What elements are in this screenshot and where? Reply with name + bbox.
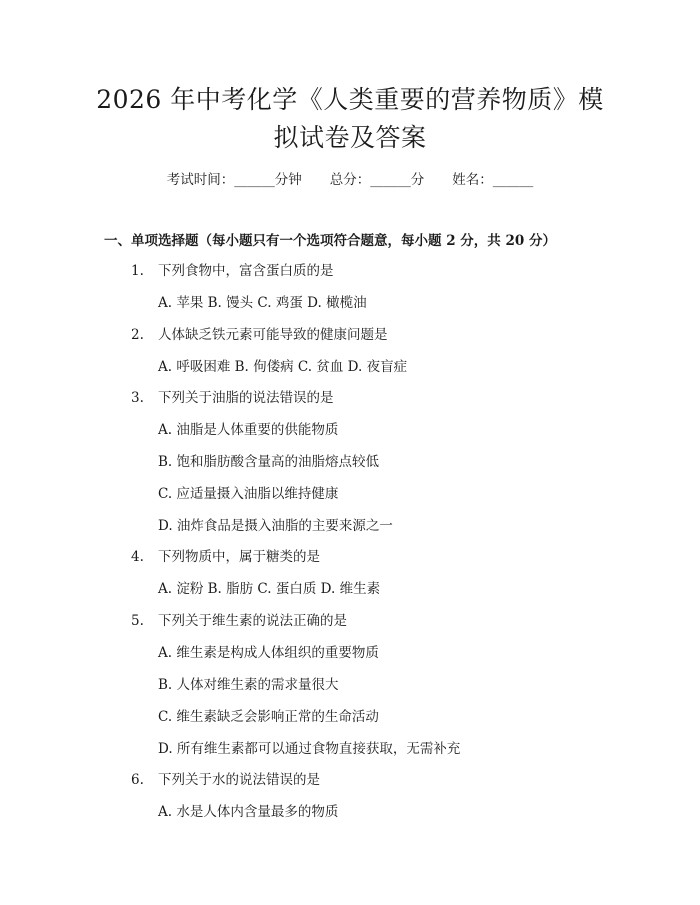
question-options: A. 苹果 B. 馒头 C. 鸡蛋 D. 橄榄油 — [158, 295, 367, 311]
question-options: A. 淀粉 B. 脂肪 C. 蛋白质 D. 维生素 — [158, 581, 381, 597]
question-number: 5. — [131, 613, 144, 629]
question-option-a: A. 油脂是人体重要的供能物质 — [158, 422, 339, 438]
question-option-b: B. 饱和脂肪酸含量高的油脂熔点较低 — [158, 454, 380, 470]
question-number: 4. — [131, 549, 144, 565]
total-score-field: 总分：______分 — [329, 172, 425, 188]
question-text: 下列关于油脂的说法错误的是 — [158, 390, 334, 406]
exam-time-field: 考试时间：______分钟 — [166, 172, 302, 188]
question-text: 下列关于维生素的说法正确的是 — [158, 613, 347, 629]
question-number: 2. — [131, 327, 144, 343]
student-name-field: 姓名：______ — [452, 172, 534, 188]
question-option-a: A. 维生素是构成人体组织的重要物质 — [158, 645, 379, 661]
document-title-line-1: 2026 年中考化学《人类重要的营养物质》模 — [96, 85, 604, 114]
question-number: 6. — [131, 772, 144, 788]
exam-info-row — [0, 168, 700, 188]
question-option-c: C. 应适量摄入油脂以维持健康 — [158, 486, 339, 502]
question-option-a: A. 水是人体内含量最多的物质 — [158, 804, 339, 820]
question-text: 下列食物中，富含蛋白质的是 — [158, 263, 334, 279]
question-option-d: D. 所有维生素都可以通过食物直接获取，无需补充 — [158, 741, 461, 757]
question-number: 1. — [131, 263, 144, 279]
question-option-c: C. 维生素缺乏会影响正常的生命活动 — [158, 709, 379, 725]
question-text: 人体缺乏铁元素可能导致的健康问题是 — [158, 327, 388, 343]
question-number: 3. — [131, 390, 144, 406]
section-title-single-choice: 一、单项选择题（每小题只有一个选项符合题意，每小题 2 分，共 20 分） — [104, 233, 556, 249]
document-title-line-2: 拟试卷及答案 — [273, 123, 427, 152]
question-text: 下列物质中，属于糖类的是 — [158, 549, 320, 565]
question-option-d: D. 油炸食品是摄入油脂的主要来源之一 — [158, 518, 393, 534]
question-option-b: B. 人体对维生素的需求量很大 — [158, 677, 339, 693]
question-text: 下列关于水的说法错误的是 — [158, 772, 320, 788]
question-options: A. 呼吸困难 B. 佝偻病 C. 贫血 D. 夜盲症 — [158, 359, 408, 375]
